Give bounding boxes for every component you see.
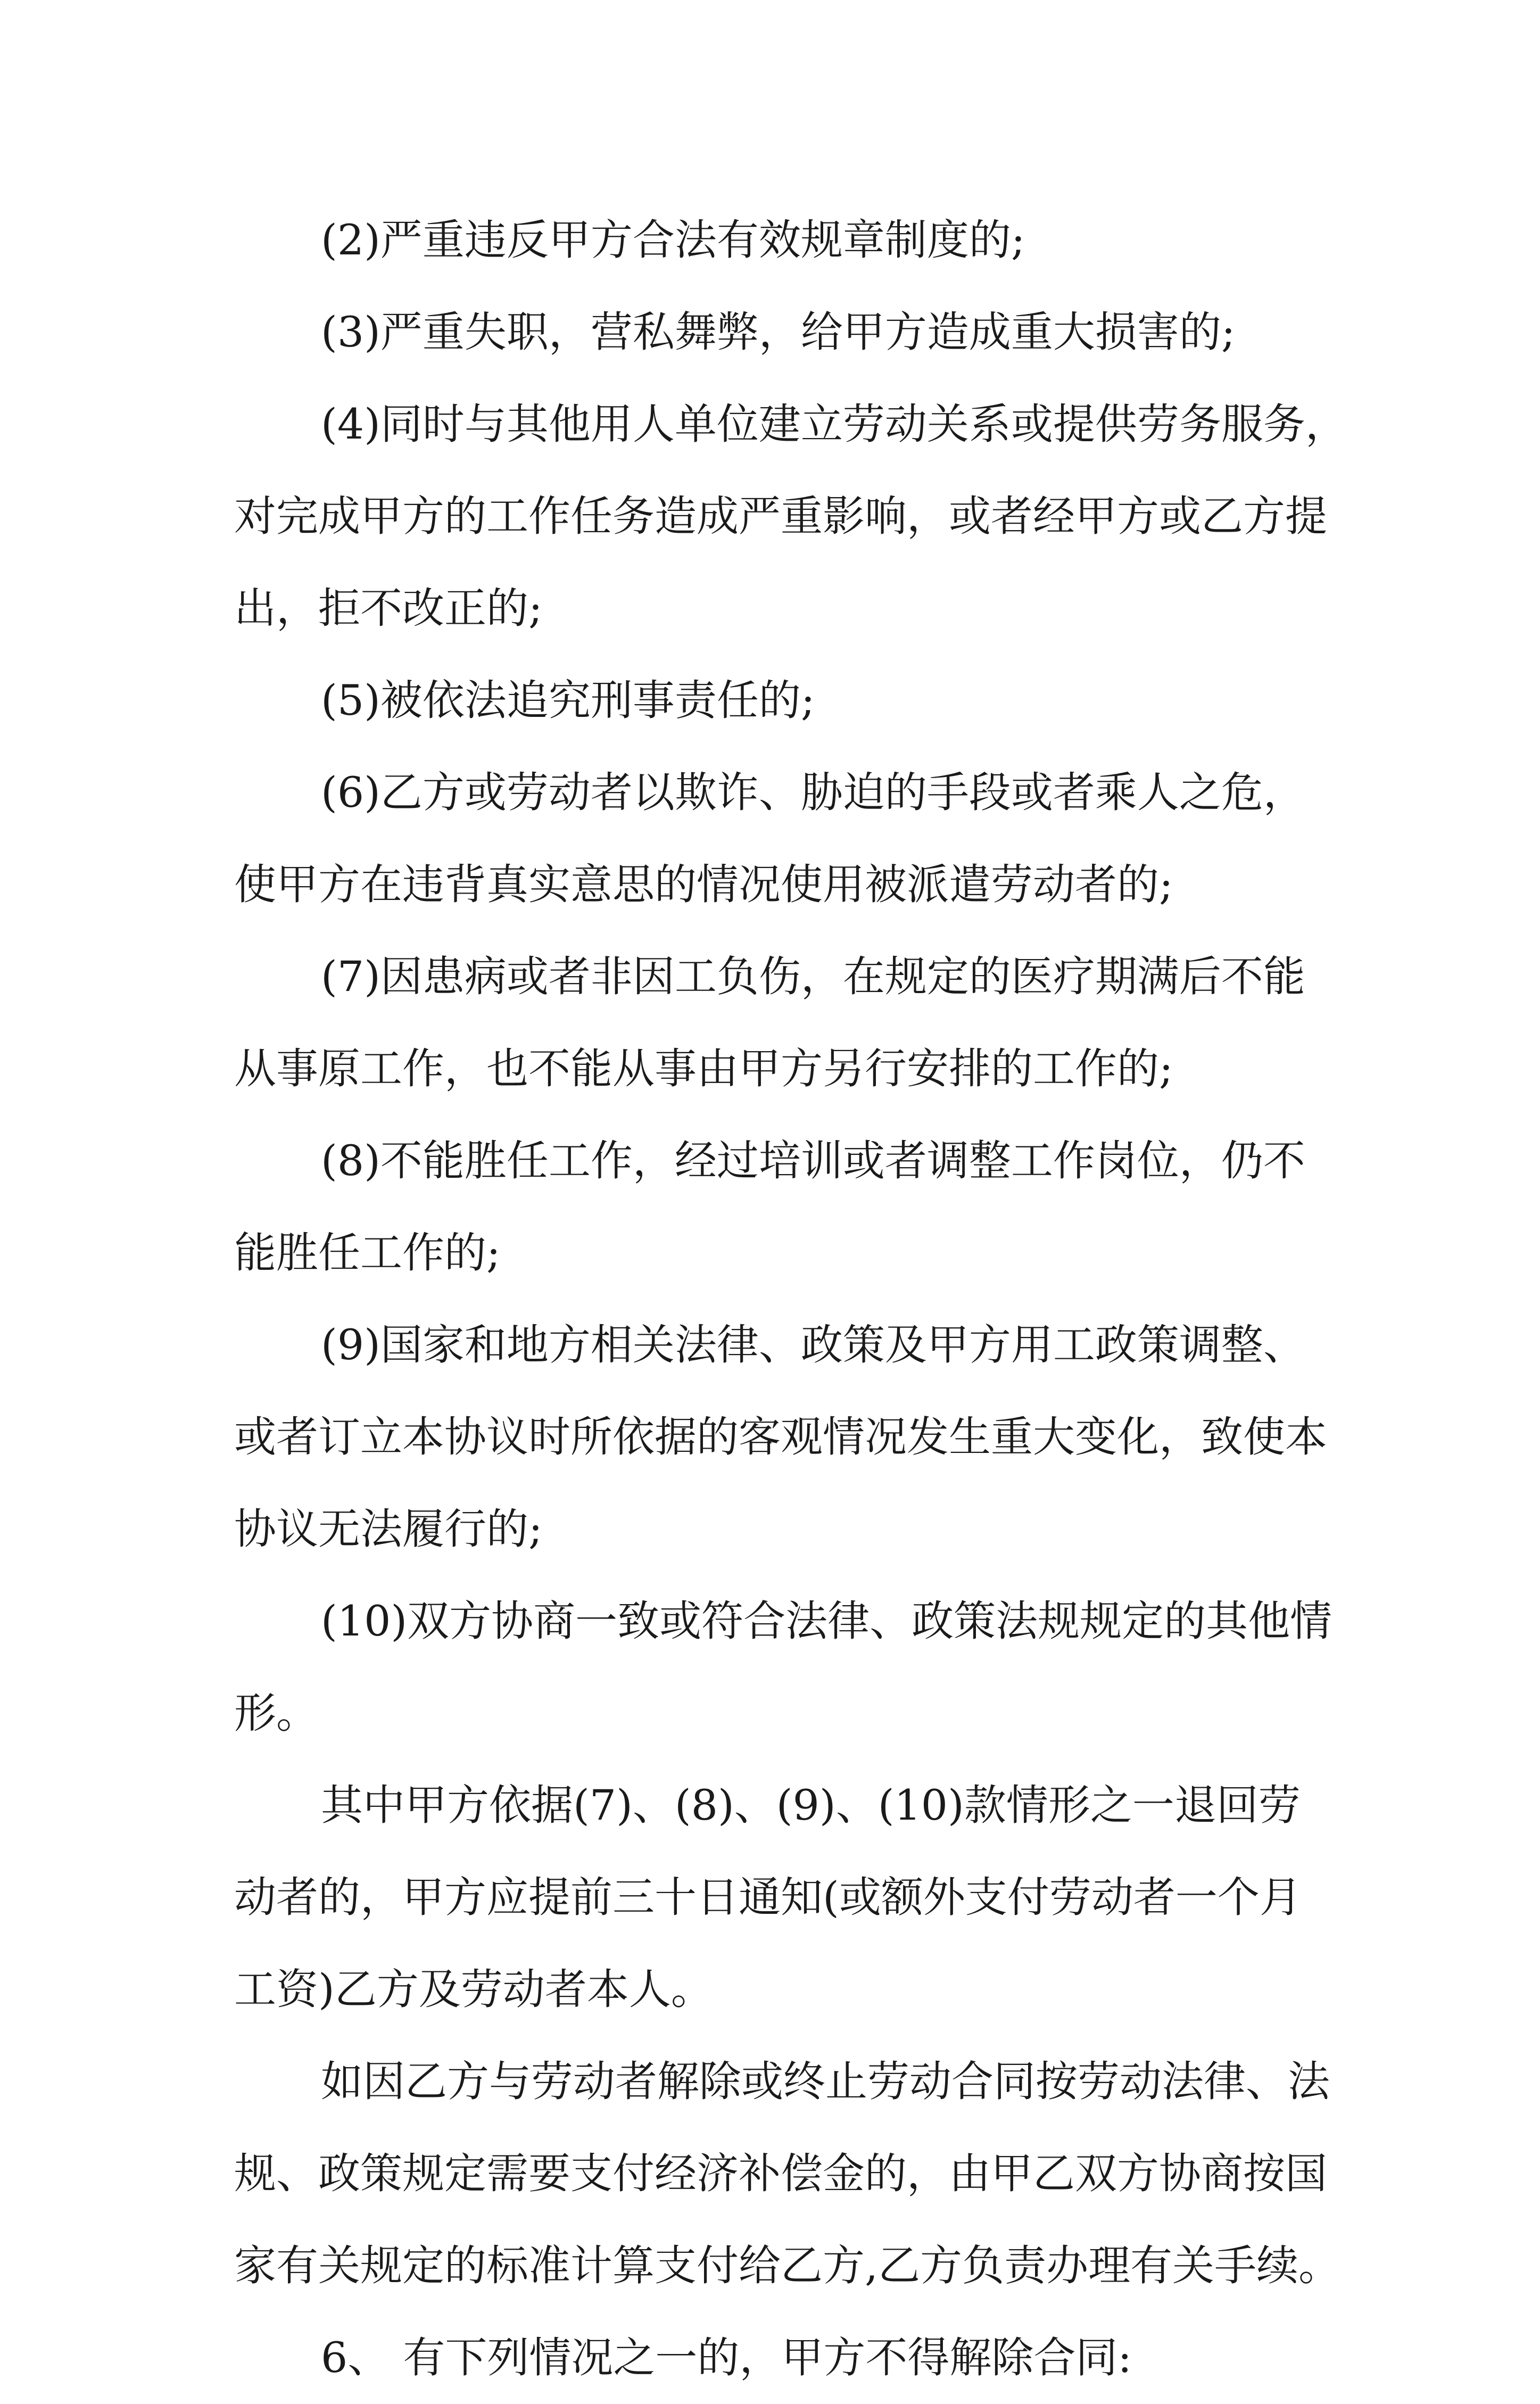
text-line: 其中甲方依据(7)、(8)、(9)、(10)款情形之一退回劳 [321, 1781, 1301, 1830]
text-line: (7)因患病或者非因工负伤，在规定的医疗期满后不能 [321, 952, 1305, 1001]
paragraph-item-8 [234, 1115, 1314, 1299]
document-body [234, 194, 1347, 2404]
paragraph-section-6-heading [234, 2312, 1314, 2404]
text-line: 对完成甲方的工作任务造成严重影响，或者经甲方或乙方提 [234, 492, 1327, 541]
text-line: 出，拒不改正的; [234, 584, 543, 633]
paragraph-item-7 [234, 931, 1314, 1115]
text-line: (6)乙方或劳动者以欺诈、胁迫的手段或者乘人之危， [321, 768, 1305, 817]
text-line: (2)严重违反甲方合法有效规章制度的; [321, 216, 1025, 265]
paragraph-item-5 [234, 655, 1314, 747]
paragraph-item-6 [234, 747, 1314, 931]
paragraph-item-10 [234, 1575, 1332, 1759]
text-line: 协议无法履行的; [234, 1505, 543, 1554]
text-line: (5)被依法追究刑事责任的; [321, 676, 815, 725]
text-line: 6、 有下列情况之一的，甲方不得解除合同: [321, 2333, 1132, 2382]
paragraph-item-4 [234, 378, 1347, 655]
text-line: 使甲方在违背真实意思的情况使用被派遣劳动者的; [234, 860, 1173, 909]
text-line: (9)国家和地方相关法律、政策及甲方用工政策调整、 [321, 1320, 1305, 1369]
text-line: 如因乙方与劳动者解除或终止劳动合同按劳动法律、法 [321, 2057, 1330, 2106]
text-line: 能胜任工作的; [234, 1228, 501, 1277]
paragraph-item-3 [234, 286, 1314, 378]
text-line: (4)同时与其他用人单位建立劳动关系或提供劳务服务， [321, 400, 1347, 449]
paragraph-item-9 [234, 1299, 1327, 1575]
text-line: 从事原工作，也不能从事由甲方另行安排的工作的; [234, 1044, 1173, 1093]
text-line: 形。 [234, 1689, 318, 1738]
text-line: (10)双方协商一致或符合法律、政策法规规定的其他情 [321, 1597, 1332, 1646]
text-line: 规、政策规定需要支付经济补偿金的，由甲乙双方协商按国 [234, 2149, 1327, 2198]
paragraph-notice-clause [234, 1759, 1314, 2036]
paragraph-item-2 [234, 194, 1314, 286]
paragraph-compensation-clause [234, 2036, 1341, 2312]
text-line: 或者订立本协议时所依据的客观情况发生重大变化，致使本 [234, 1412, 1327, 1461]
text-line: (8)不能胜任工作，经过培训或者调整工作岗位，仍不 [321, 1136, 1305, 1185]
text-line: 工资)乙方及劳动者本人。 [234, 1965, 713, 2014]
text-line: (3)严重失职，营私舞弊，给甲方造成重大损害的; [321, 308, 1236, 357]
text-line: 家有关规定的标准计算支付给乙方,乙方负责办理有关手续。 [234, 2241, 1341, 2290]
text-line: 动者的，甲方应提前三十日通知(或额外支付劳动者一个月 [234, 1873, 1302, 1922]
